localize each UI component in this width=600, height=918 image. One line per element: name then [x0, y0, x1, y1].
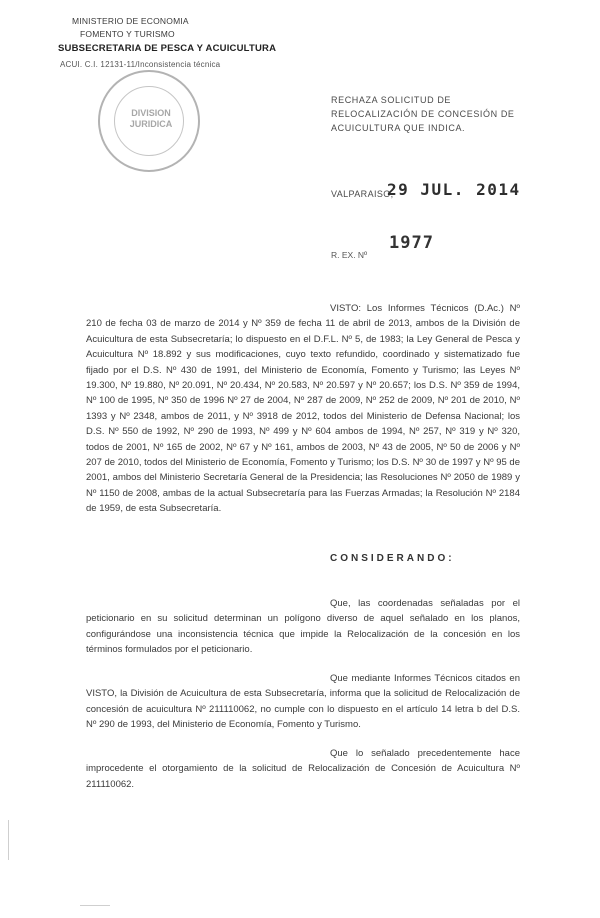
resolution-number: 1977	[389, 233, 434, 253]
stamp-text	[120, 108, 182, 130]
document-subject: RECHAZA SOLICITUD DE RELOCALIZACIÓN DE CONCESIÓN DE ACUICULTURA QUE INDICA.	[331, 95, 515, 133]
stamp-text-line-1: DIVISION	[131, 108, 171, 118]
document-date: 29 JUL. 2014	[387, 180, 521, 199]
place-label: VALPARAISO,	[331, 189, 394, 199]
reference-code: ACUI. C.I. 12131-11/Inconsistencia técnica	[60, 60, 221, 69]
ministry-line-1: MINISTERIO DE ECONOMIA	[72, 16, 189, 26]
visto-paragraph: VISTO: Los Informes Técnicos (D.Ac.) Nº 210 de fecha 03 de marzo de 2014 y Nº 359 de fecha 11 de abril de 2013, ambos de la División de Acuicultura de esta Subsecretaría; lo dispuesto en el D.F.L. Nº 5, de 1983; la Ley General de Pesca y Acuicultura Nº 18.892 y sus modificaciones, cuyo texto refundido, coordinado y sistematizado fue fijado por el D.S. Nº 430 de 1991, del Ministerio de Economía, Fomento y Turismo; las Leyes Nº 19.300, Nº 19.880, Nº 20.091, Nº 20.434, Nº 20.583, Nº 20.597 y Nº 20.657; los D.S. Nº 359 de 1994, Nº 100 de 1995, Nº 350 de 1996 Nº 27 de 2004, Nº 287 de 2009, Nº 252 de 2009, Nº 201 de 2010, Nº 1393 y Nº 2348, ambos de 2011, y Nº 3918 de 2012, todos del Ministerio de Defensa Nacional; los D.S. Nº 550 de 1992, Nº 290 de 1993, Nº 499 y Nº 604 ambos de 1994, Nº 257, Nº 319 y Nº 320, todos de 2001, Nº 165 de 2002, Nº 67 y Nº 161, ambos de 2003, Nº 43 de 2005, Nº 50 de 2006 y Nº 207 de 2010, todos del Ministerio de Economía, Fomento y Turismo; los D.S. Nº 30 de 1997 y Nº 95 de 2001, ambos del Ministerio Secretaría General de la Presidencia; las Resoluciones Nº 2050 de 1989 y Nº 1150 de 2008, ambas de la actual Subsecretaría para las Fuerzas Armadas; la Resolución Nº 2184 de 1959, de esta Subsecretaría.	[86, 303, 520, 515]
considerando-paragraph-2: Que mediante Informes Técnicos citados en VISTO, la División de Acuicultura de esta Subsecretaría, informa que la solicitud de Relocalización de concesión de acuicultura Nº 211110062, no cumple con lo dispuesto en el artículo 14 letra b del D.S. Nº 290 de 1993, del Ministerio de Economía, Fomento y Turismo.	[86, 673, 520, 731]
resolution-label: R. EX. Nº	[331, 250, 368, 260]
considerando-paragraph-3: Que lo señalado precedentemente hace improcedente el otorgamiento de la solicitud de Relocalización de Concesión de Acuicultura Nº 211110062.	[86, 748, 520, 790]
scan-margin-mark	[8, 820, 9, 860]
considerando-heading: CONSIDERANDO:	[330, 553, 455, 564]
ministry-line-2: FOMENTO Y TURISMO	[80, 29, 175, 39]
subsecretaria-title: SUBSECRETARIA DE PESCA Y ACUICULTURA	[58, 43, 277, 54]
stamp-text-line-2: JURIDICA	[129, 119, 173, 129]
division-stamp	[98, 70, 200, 172]
considerando-paragraph-1: Que, las coordenadas señaladas por el peticionario en su solicitud determinan un polígono diverso de aquel señalado en los planos, configurándose una inconsistencia técnica que impide la Relocalización de la concesión en los términos formulados por el peticionario.	[86, 598, 520, 656]
scan-bottom-mark	[80, 905, 110, 906]
